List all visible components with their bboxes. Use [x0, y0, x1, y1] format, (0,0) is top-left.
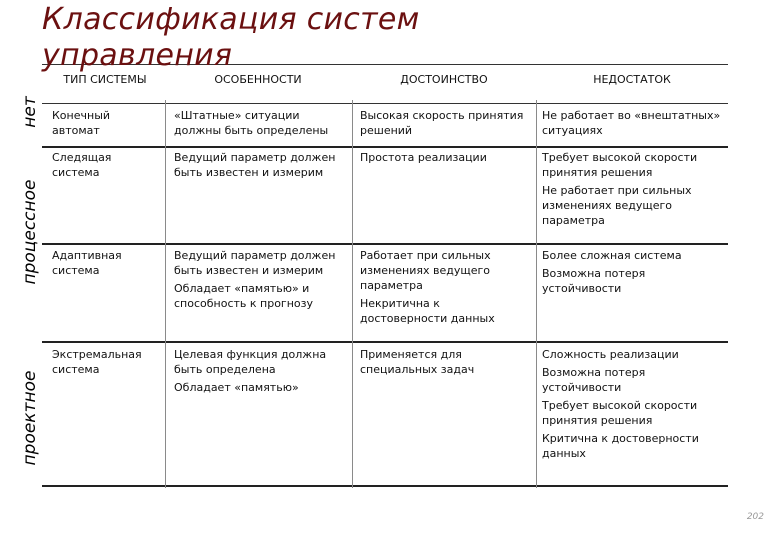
cell-text: Требует высокой скорости принятия решения	[542, 399, 698, 427]
row-divider	[42, 243, 728, 245]
cell-text: Более сложная система	[542, 249, 682, 262]
cell-disadvantages	[542, 347, 712, 464]
header-disadvantage: НЕДОСТАТОК	[593, 73, 671, 86]
cell-text: Не работает во «внештатных» ситуациях	[542, 109, 721, 137]
page-number: 202	[746, 512, 764, 522]
header-type: ТИП СИСТЕМЫ	[63, 73, 147, 86]
cell-text: Высокая скорость принятия решений	[360, 109, 524, 137]
row-divider	[42, 341, 728, 343]
cell-text: Применяется для специальных задач	[360, 348, 475, 376]
cell-text: Критична к достоверности данных	[542, 432, 699, 460]
cell-text: Ведущий параметр должен быть известен и измерим	[174, 249, 336, 277]
cell-type: Экстремальная система	[52, 348, 142, 376]
cell-type: Следящая система	[52, 151, 112, 179]
cell-type: Конечный автомат	[52, 109, 111, 137]
column-separator	[165, 100, 166, 488]
cell-advantages	[360, 108, 532, 141]
slide-title: Классификация систем управления	[42, 2, 420, 73]
side-label-none: нет	[20, 96, 40, 128]
header-features: ОСОБЕННОСТИ	[214, 73, 302, 86]
side-label-project: проектное	[20, 370, 40, 466]
header-advantage: ДОСТОИНСТВО	[400, 73, 488, 86]
cell-disadvantages	[542, 108, 722, 141]
cell-disadvantages	[542, 150, 714, 231]
cell-disadvantages	[542, 248, 702, 299]
cell-features	[174, 108, 346, 141]
cell-text: Простота реализации	[360, 151, 487, 164]
column-separator	[536, 100, 537, 488]
cell-features	[174, 248, 348, 314]
cell-text: Работает при сильных изменениях ведущего параметра	[360, 249, 491, 292]
cell-advantages	[360, 248, 510, 329]
cell-text: Ведущий параметр должен быть известен и измерим	[174, 151, 336, 179]
cell-text: Обладает «памятью» и способность к прогнозу	[174, 282, 313, 310]
cell-text: Возможна потеря устойчивости	[542, 267, 646, 295]
cell-features	[174, 150, 348, 183]
side-label-process: процессное	[20, 179, 40, 285]
cell-text: Целевая функция должна быть определена	[174, 348, 327, 376]
cell-text: Требует высокой скорости принятия решения	[542, 151, 698, 179]
column-separator	[352, 100, 353, 488]
cell-text: Возможна потеря устойчивости	[542, 366, 646, 394]
cell-text: Обладает «памятью»	[174, 381, 299, 394]
cell-type: Адаптивная система	[52, 249, 122, 277]
table-bottom-border	[42, 485, 728, 487]
cell-text: Не работает при сильных изменениях ведущего параметра	[542, 184, 692, 227]
cell-text: Сложность реализации	[542, 348, 679, 361]
cell-text: Некритична к достоверности данных	[360, 297, 495, 325]
cell-text: «Штатные» ситуации должны быть определены	[174, 109, 329, 137]
cell-advantages	[360, 347, 532, 380]
cell-features	[174, 347, 344, 398]
row-divider	[42, 146, 728, 148]
cell-advantages	[360, 150, 532, 168]
header-bottom-border	[42, 103, 728, 104]
